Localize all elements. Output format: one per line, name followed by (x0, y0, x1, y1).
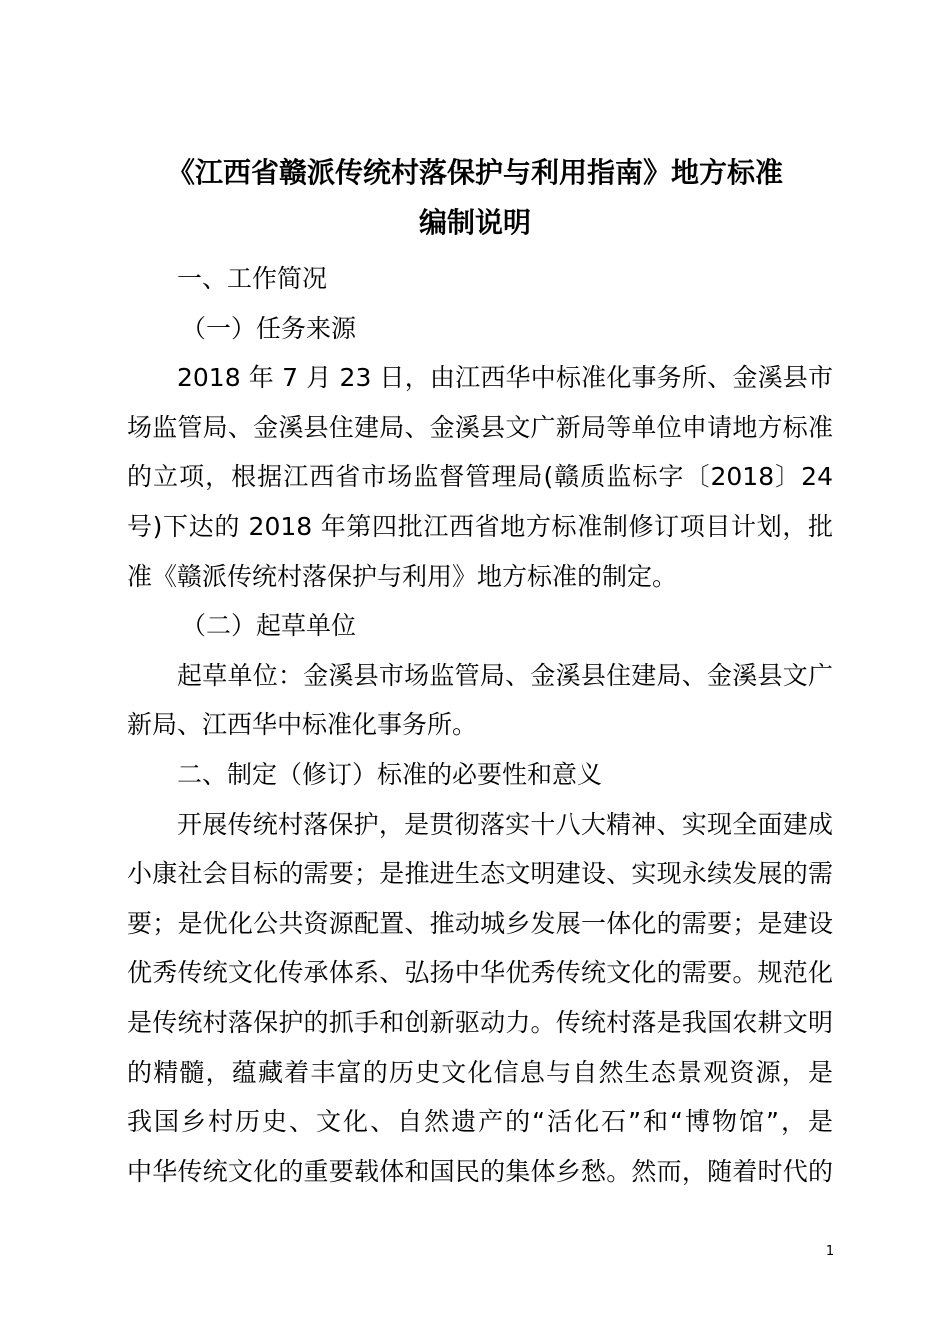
paragraph-line: 是传统村落保护的抓手和创新驱动力。传统村落是我国农耕文明 (127, 1007, 833, 1037)
paragraph-line: 要；是优化公共资源配置、推动城乡发展一体化的需要；是建设 (127, 908, 833, 938)
document-title-line-2: 编制说明 (418, 206, 531, 239)
page-number: 1 (825, 1244, 835, 1259)
paragraph-line: 号)下达的 2018 年第四批江西省地方标准制修订项目计划，批 (127, 511, 833, 541)
paragraph-line: 小康社会目标的需要；是推进生态文明建设、实现永续发展的需 (127, 859, 833, 889)
document-body (127, 254, 833, 1196)
subsection-heading-task-source: （一）任务来源 (181, 313, 357, 343)
paragraph-line: 的立项，根据江西省市场监督管理局(赣质监标字〔2018〕24 (127, 462, 833, 492)
document-title-line-1: 《江西省赣派传统村落保护与利用指南》地方标准 (166, 156, 783, 189)
paragraph-line: 场监管局、金溪县住建局、金溪县文广新局等单位申请地方标准 (127, 412, 833, 442)
paragraph-line: 2018 年 7 月 23 日，由江西华中标准化事务所、金溪县市 (177, 363, 833, 393)
section-heading-necessity: 二、制定（修订）标准的必要性和意义 (177, 759, 603, 789)
paragraph-line: 中华传统文化的重要载体和国民的集体乡愁。然而，随着时代的 (127, 1156, 833, 1186)
paragraph-line: 准《赣派传统村落保护与利用》地方标准的制定。 (127, 561, 678, 591)
subsection-heading-drafting-unit: （二）起草单位 (181, 611, 357, 641)
paragraph-line: 开展传统村落保护，是贯彻落实十八大精神、实现全面建成 (177, 809, 833, 839)
paragraph-line: 的精髓，蕴藏着丰富的历史文化信息与自然生态景观资源，是 (127, 1057, 833, 1087)
paragraph-line: 起草单位：金溪县市场监管局、金溪县住建局、金溪县文广 (177, 660, 833, 690)
paragraph-line: 新局、江西华中标准化事务所。 (127, 710, 478, 740)
paragraph-line: 我国乡村历史、文化、自然遗产的“活化石”和“博物馆”，是 (127, 1107, 833, 1137)
section-heading-work-overview: 一、工作简况 (177, 264, 328, 293)
paragraph-line: 优秀传统文化传承体系、弘扬中华优秀传统文化的需要。规范化 (127, 958, 833, 988)
